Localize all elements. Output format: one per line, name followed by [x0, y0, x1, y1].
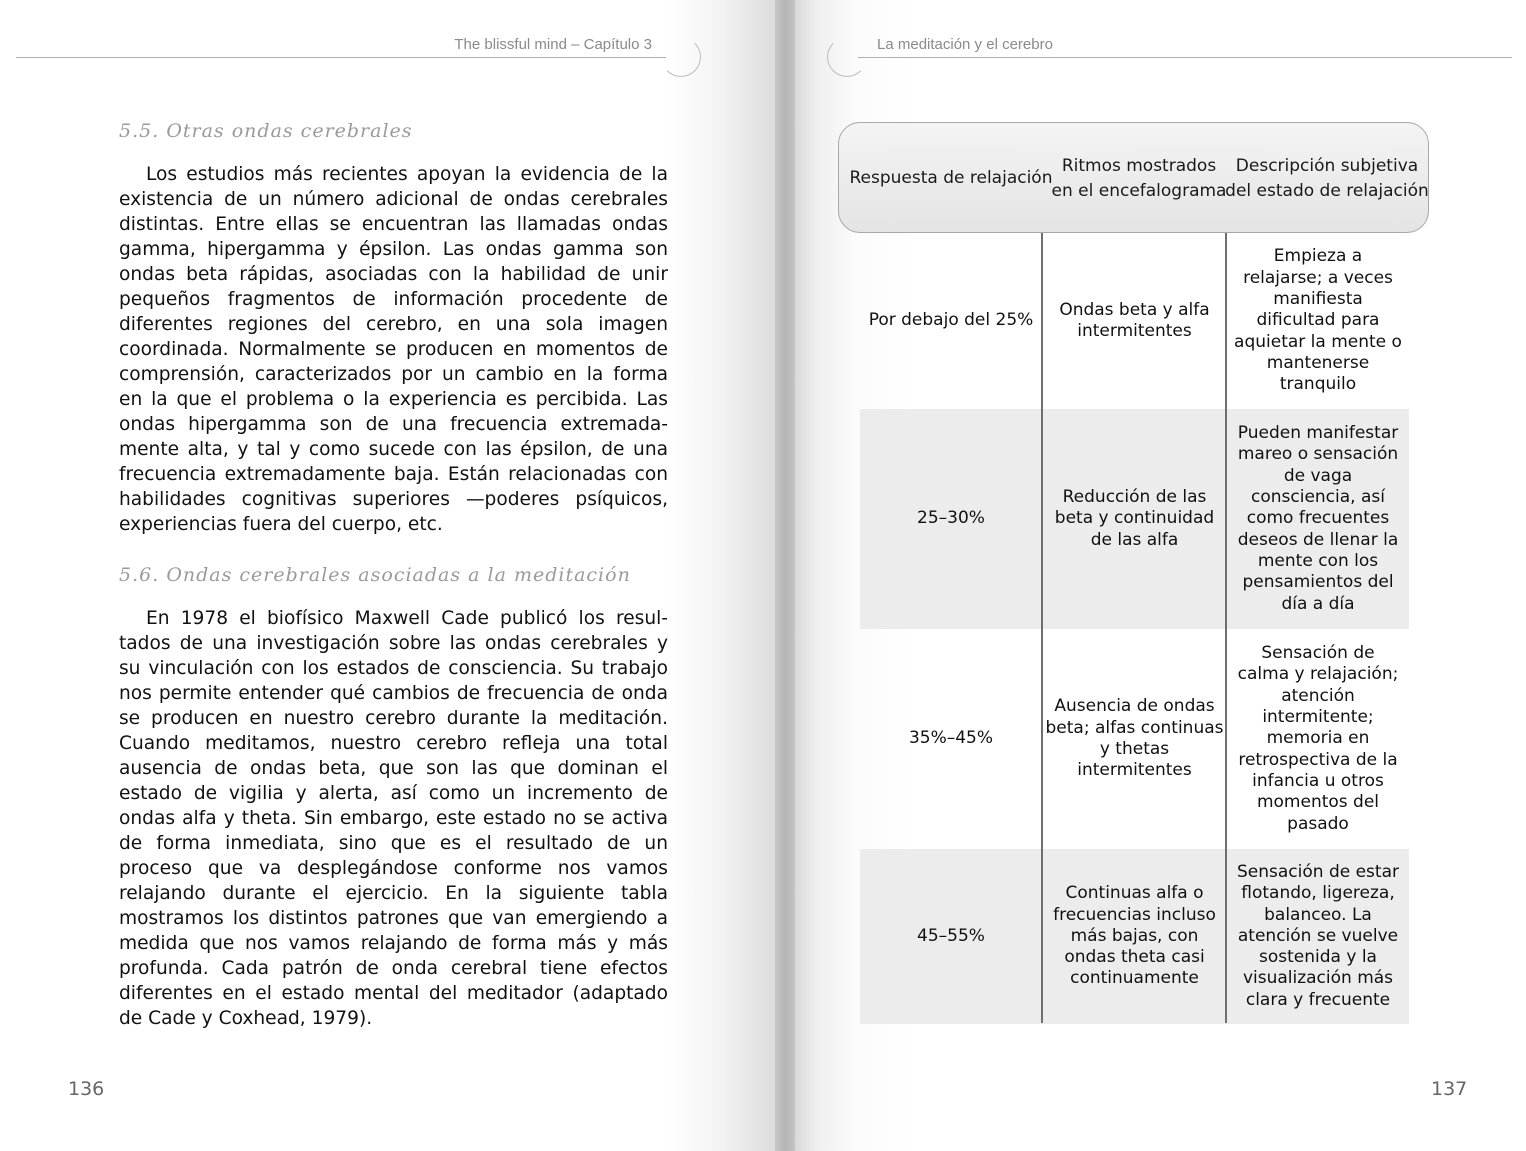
section-number: 5.5. — [119, 120, 160, 142]
table-row — [860, 233, 1409, 409]
table-cell-rhythms: Continuas alfa o frecuencias incluso más bajas, con ondas theta casi continuamente — [1053, 883, 1216, 989]
table-cell-description: Empieza a relajarse; a veces manifiesta dificultad para aquietar la mente o mantenerse tranquilo — [1234, 246, 1402, 395]
header-rule-left — [16, 57, 666, 58]
table-cell-response: 25–30% — [917, 508, 985, 529]
table-header-cell: Respuesta de relajación — [849, 168, 1053, 188]
table-row — [860, 629, 1409, 849]
page-number-right: 137 — [1431, 1078, 1468, 1100]
table-column-divider — [1041, 233, 1043, 1023]
table-header-cell: Descripción subjetiva del estado de relajación — [1225, 155, 1429, 201]
section-title-text: Otras ondas cerebrales — [166, 120, 413, 142]
right-page — [795, 0, 1526, 1151]
paragraph-otras-ondas: Los estudios más recientes apoyan la evidencia de la existencia de un número adicional de ondas cerebrales distintas. Entre ellas se encuentran las llamadas ondas gamma, hipergamma y épsilon. Las ondas gamma son ondas beta rápidas, asociadas con la habilidad de unir pequeños fragmentos de información procedente de diferentes regiones del cerebro, en una sola imagen coordinada. Normalmente se producen en momentos de comprensión, caracterizados por un cambio en la forma en la que el problema o la experiencia es percibida. Las ondas hipergamma son de una frecuencia extremadamente alta, y tal y como sucede con las épsilon, de una frecuencia extremadamente baja. Están relacionadas con habilidades cognitivas superiores —poderes psíquicos, experiencias fuera del cuerpo, etc. — [119, 164, 668, 535]
table-cell-rhythms: Ausencia de ondas beta; alfas continuas y thetas intermitentes — [1045, 696, 1224, 781]
table-cell-description: Sensación de estar flotando, ligereza, balanceo. La atención se vuelve sostenida y la visualización más clara y frecuente — [1237, 861, 1399, 1010]
header-rule-right — [858, 57, 1512, 58]
table-column-divider — [1225, 233, 1227, 1023]
table-cell-rhythms: Reducción de las beta y continuidad de las alfa — [1054, 487, 1215, 550]
table-cell-description: Sensación de calma y relajación; atención intermitente; memoria en retrospectiva de la infancia u otros momentos del pasado — [1237, 643, 1399, 834]
table-cell-response: 35%–45% — [908, 728, 994, 749]
table-header-cell: Ritmos mostrados en el encefalograma — [1051, 155, 1227, 201]
paragraph-ondas-meditacion: En 1978 el biofísico Maxwell Cade publicó los resultados de una investigación sobre las ondas cerebrales y su vinculación con los estados de consciencia. Su trabajo nos permite entender qué cambios de frecuencia de onda se producen en nuestro cerebro durante la meditación. Cuando meditamos, nuestro cerebro refleja una total ausencia de ondas beta, que son las que dominan el estado de vigilia y alerta, así como un incremento de ondas alfa y theta. Sin embargo, este estado no se activa de forma inmediata, sino que es el resultado de un proceso que va desplegándose conforme nos vamos relajando durante el ejercicio. En la siguiente tabla mostramos los distintos patrones que van emergiendo a medida que nos vamos relajando de forma más y más profunda. Cada patrón de onda cerebral tiene efectos diferentes en el estado mental del meditador (adaptado de Cade y Coxhead, 1979). — [119, 608, 668, 1029]
section-heading-5-5 — [119, 120, 413, 142]
book-gutter — [775, 0, 795, 1151]
section-heading-5-6 — [119, 564, 631, 586]
table-cell-response: 45–55% — [917, 925, 985, 946]
table-cell-description: Pueden manifestar mareo o sensación de vaga consciencia, así como frecuentes deseos de llenar la mente con los pensamientos del día a día — [1237, 423, 1399, 614]
table-header — [838, 122, 1429, 233]
table-row — [860, 849, 1409, 1024]
section-title-text: Ondas cerebrales asociadas a la meditación — [166, 564, 631, 586]
table-row — [860, 409, 1409, 629]
running-head-right: La meditación y el cerebro — [877, 36, 1053, 53]
header-ornament-left — [661, 37, 701, 77]
section-number: 5.6. — [119, 564, 160, 586]
table-cell-response: Por debajo del 25% — [868, 310, 1034, 331]
page-number-left: 136 — [68, 1078, 105, 1100]
table-cell-rhythms: Ondas beta y alfa intermitentes — [1059, 299, 1210, 341]
running-head-left: The blissful mind – Capítulo 3 — [454, 36, 652, 53]
